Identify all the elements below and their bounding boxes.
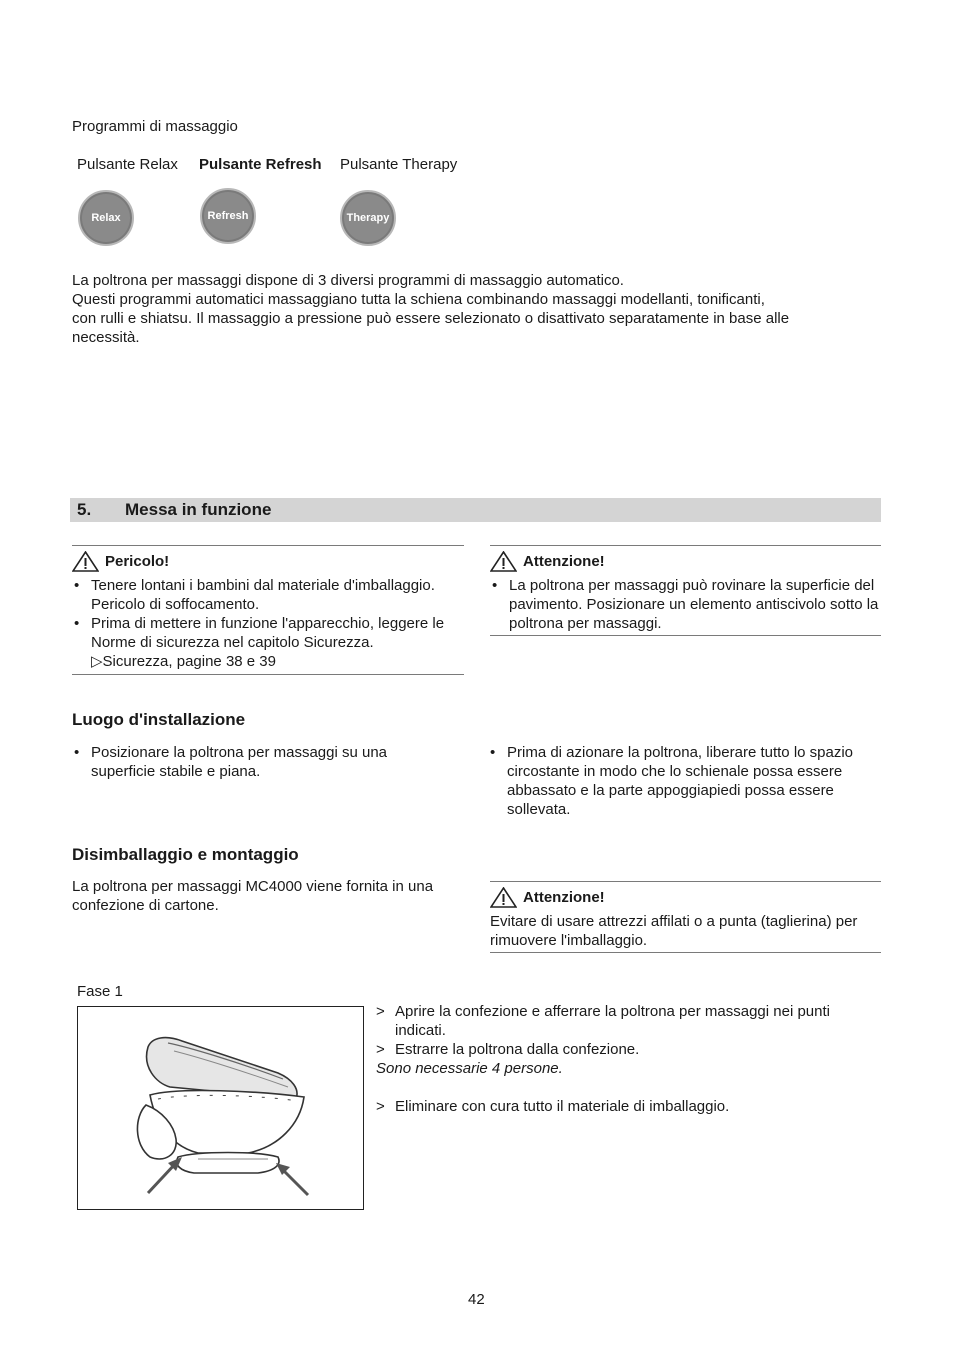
unpack-text: La poltrona per massaggi MC4000 viene fornita in una confezione di cartone. (72, 878, 434, 914)
programs-intro (72, 271, 872, 347)
step1-list-last (376, 1097, 881, 1116)
attention1-list (490, 576, 885, 633)
attention2-text: Evitare di usare attrezzi affilati o a punta (taglierina) per rimuovere l'imballaggio. (490, 913, 858, 949)
step1-label: Fase 1 (77, 983, 123, 1000)
step1-instructions (376, 1002, 881, 1116)
warning-icon (72, 551, 99, 572)
install-right (488, 743, 883, 819)
attention2-header (490, 887, 880, 908)
danger-top-rule (72, 545, 464, 546)
intro-line: con rulli e shiatsu. Il massaggio a pressione può essere selezionato o disattivato separatamente in base alle (72, 310, 790, 327)
install-left-list (72, 743, 432, 781)
list-item: • Prima di mettere in funzione l'apparecchio, leggere le Norme di sicurezza nel capitolo Sicurezza. (72, 614, 467, 652)
relax-button: Relax (78, 190, 134, 246)
danger-reference: ▷Sicurezza, pagine 38 e 39 (91, 653, 276, 670)
label-relax: Pulsante Relax (77, 156, 178, 173)
install-right-list (488, 743, 883, 819)
install-heading: Luogo d'installazione (72, 710, 246, 729)
attention1-title: Attenzione! (523, 553, 605, 570)
massage-chair-image (78, 1007, 363, 1209)
list-item: • Posizionare la poltrona per massaggi su una superficie stabile e piana. (72, 743, 432, 781)
programs-heading: Programmi di massaggio (72, 118, 238, 135)
list-item: • Prima di azionare la poltrona, liberare tutto lo spazio circostante in modo che lo schienale possa essere abbassato e la parte appoggiapiedi possa essere sollevata. (488, 743, 883, 819)
attention1-box (490, 551, 885, 633)
step1-illustration (77, 1006, 364, 1210)
list-item: • La poltrona per massaggi può rovinare la superficie del pavimento. Posizionare un elemento antiscivolo sotto la poltrona per massaggi. (490, 576, 885, 633)
attention2-box (490, 887, 880, 950)
label-therapy: Pulsante Therapy (340, 156, 458, 173)
attention1-bottom-rule (490, 635, 881, 636)
danger-title: Pericolo! (105, 553, 170, 570)
install-left (72, 743, 432, 781)
attention2-bottom-rule (490, 952, 881, 953)
list-item: > Estrarre la poltrona dalla confezione. (376, 1040, 881, 1059)
warning-icon (490, 551, 517, 572)
step1-note: Sono necessarie 4 persone. (376, 1060, 563, 1077)
refresh-button: Refresh (200, 188, 256, 244)
attention1-top-rule (490, 545, 881, 546)
danger-bottom-rule (72, 674, 464, 675)
attention2-top-rule (490, 881, 881, 882)
therapy-button: Therapy (340, 190, 396, 246)
intro-line: Questi programmi automatici massaggiano tutta la schiena combinando massaggi modellanti, tonificanti, (72, 291, 765, 308)
attention2-title: Attenzione! (523, 889, 605, 906)
label-refresh: Pulsante Refresh (199, 156, 322, 173)
step1-list (376, 1002, 881, 1059)
intro-line: necessità. (72, 329, 140, 346)
warning-icon (490, 887, 517, 908)
danger-header (72, 551, 467, 572)
unpack-heading: Disimballaggio e montaggio (72, 845, 299, 864)
section-number: 5. (77, 500, 92, 519)
intro-line: La poltrona per massaggi dispone di 3 diversi programmi di massaggio automatico. (72, 272, 624, 289)
list-item: > Eliminare con cura tutto il materiale di imballaggio. (376, 1097, 881, 1116)
page-number: 42 (468, 1291, 485, 1308)
section-title: Messa in funzione (125, 500, 272, 519)
attention1-header (490, 551, 885, 572)
list-item: • Tenere lontani i bambini dal materiale d'imballaggio. Pericolo di soffocamento. (72, 576, 467, 614)
danger-list (72, 576, 467, 652)
danger-box (72, 551, 467, 671)
list-item: > Aprire la confezione e afferrare la poltrona per massaggi nei punti indicati. (376, 1002, 881, 1040)
